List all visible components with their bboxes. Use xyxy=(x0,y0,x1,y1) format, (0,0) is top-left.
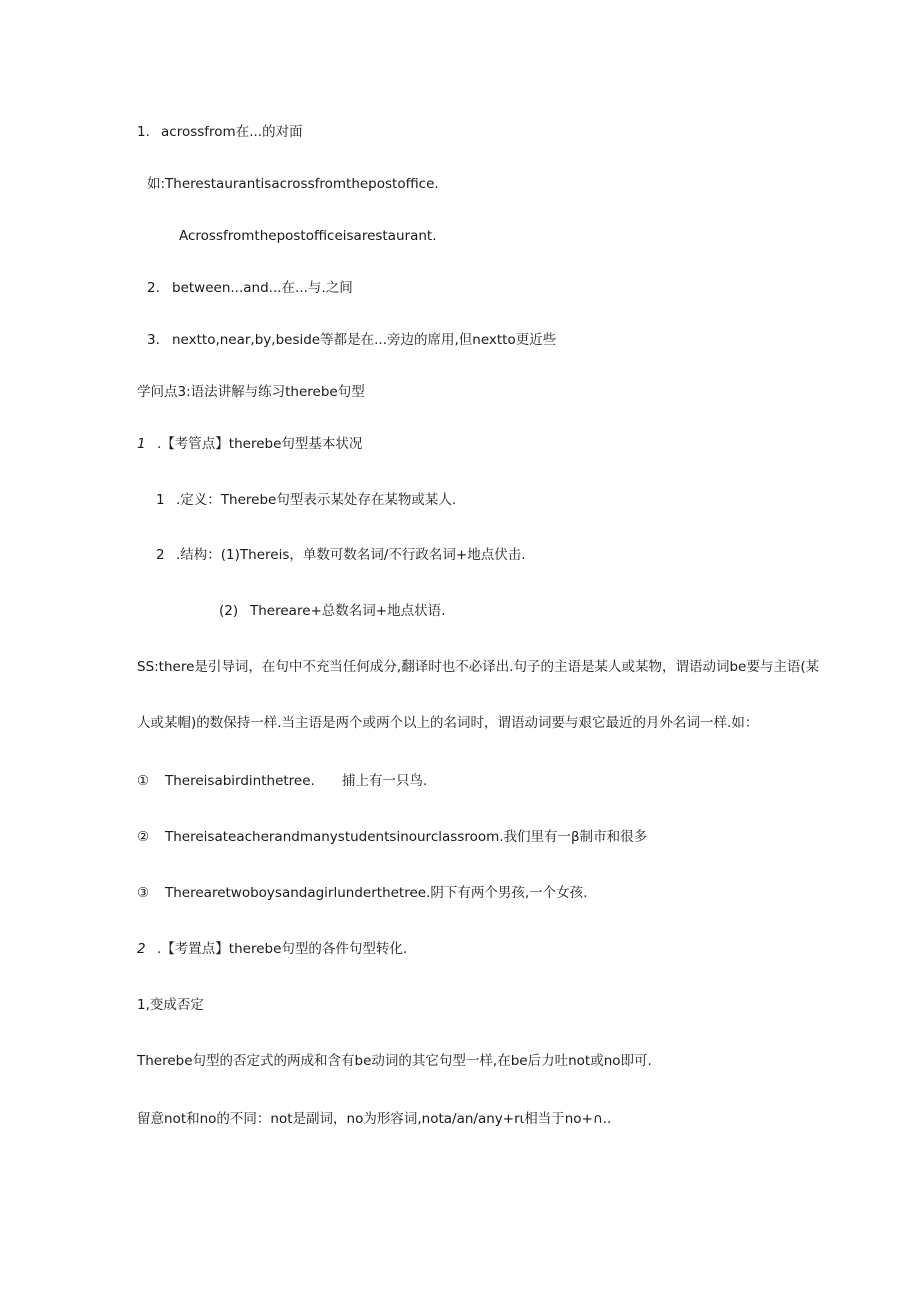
exam-point-2 xyxy=(137,940,407,958)
subsection-heading: 1,变成否定 xyxy=(137,997,204,1013)
note-paragraph-line-2: 人或某帽)的数保持一样.当主语是两个或两个以上的名词时，谓语动词要与艰它最近的月外名词一样.如： xyxy=(137,715,759,731)
item-number: (2) xyxy=(219,603,239,619)
item-text: Thereisabirdinthetree. xyxy=(165,773,315,789)
item-text: .定义：Therebe句型表示某处存在某物或某人. xyxy=(176,492,457,508)
example-sentence-2: Acrossfromthepostofficeisarestaurant. xyxy=(179,228,437,244)
item-text: Therearetwoboysandagirlunderthetree.阴下有两个男孩,一个女孩. xyxy=(165,885,588,901)
item-text: between...and...在...与.之间 xyxy=(172,280,353,296)
item-text: .结构：(1)Thereis，单数可数名词/不行政名词+地点伏击. xyxy=(176,547,526,563)
item-text: .【考管点】therebe句型基本状况 xyxy=(157,436,363,452)
section-heading: 学问点3:语法讲解与练习therebe句型 xyxy=(137,384,365,400)
note-paragraph-line-1: SS:there是引导词，在句中不充当任何成分,翻译时也不必译出.句子的主语是某人或某物，谓语动词be要与主语(某 xyxy=(137,659,820,675)
list-item-between xyxy=(147,279,353,297)
example-item-2 xyxy=(137,828,647,846)
item-number: ② xyxy=(137,829,150,845)
structure-item xyxy=(156,546,526,564)
definition-item xyxy=(156,491,456,509)
not-no-difference: 留意not和no的不同：not是副词，no为形容词,nota/an/any+rι相当于no+∩.. xyxy=(137,1111,612,1127)
item-number: ③ xyxy=(137,885,150,901)
item-number: 1. xyxy=(137,124,150,140)
structure-subitem xyxy=(219,602,445,620)
example-item-1 xyxy=(137,772,427,790)
item-text: Thereisateacherandmanystudentsinourclassroom.我们里有一β制市和很多 xyxy=(165,829,648,845)
item-text: nextto,near,by,beside等都是在...旁边的席用,但nextto更近些 xyxy=(172,332,557,348)
negation-rule: Therebe句型的否定式的两成和含有be动词的其它句型一样,在be后力吐not或no即可. xyxy=(137,1053,652,1069)
list-item-across-from xyxy=(137,123,303,141)
item-number: 2. xyxy=(147,280,160,296)
item-translation: 捕上有一只鸟. xyxy=(342,773,428,789)
item-number: 2 xyxy=(156,547,165,563)
list-item-next-to xyxy=(147,331,556,349)
item-number: ① xyxy=(137,773,150,789)
item-number: 1 xyxy=(156,492,165,508)
example-item-3 xyxy=(137,884,587,902)
example-sentence-1: 如:Therestaurantisacrossfromthepostoffice. xyxy=(147,176,439,192)
item-text: acrossfrom在...的对面 xyxy=(161,124,303,140)
item-number: 1 xyxy=(137,436,146,452)
item-text: Thereare+总数名词+地点状语. xyxy=(250,603,446,619)
item-number: 3. xyxy=(147,332,160,348)
item-number: 2 xyxy=(137,941,146,957)
item-text: .【考置点】therebe句型的各件句型转化. xyxy=(157,941,408,957)
exam-point-1 xyxy=(137,435,362,453)
